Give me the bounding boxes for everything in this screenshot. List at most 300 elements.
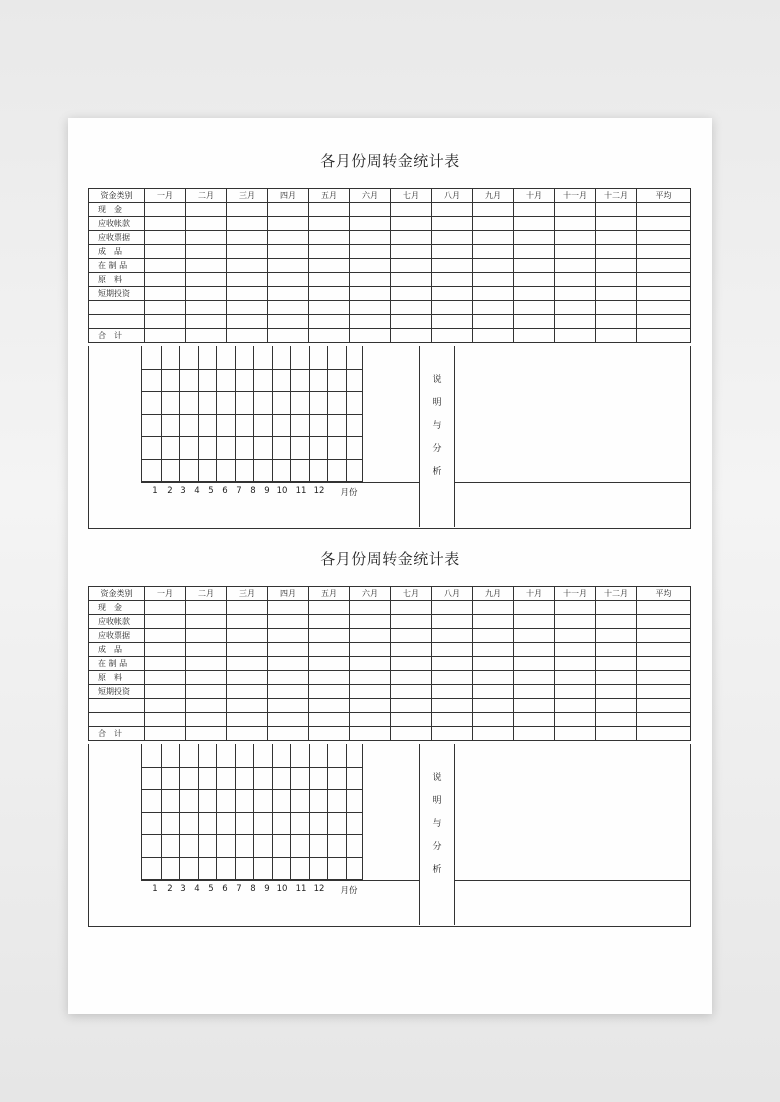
value-cell[interactable] xyxy=(555,643,596,657)
value-cell[interactable] xyxy=(473,203,514,217)
value-cell[interactable] xyxy=(227,203,268,217)
x-axis xyxy=(141,482,419,483)
month-header: 十二月 xyxy=(596,189,637,203)
value-cell[interactable] xyxy=(268,601,309,615)
value-cell[interactable] xyxy=(432,643,473,657)
x-tick-label: 1 xyxy=(152,486,158,496)
value-cell[interactable] xyxy=(637,287,691,301)
value-cell[interactable] xyxy=(268,727,309,741)
value-cell[interactable] xyxy=(350,203,391,217)
value-cell[interactable] xyxy=(186,259,227,273)
notes-label-char: 明 xyxy=(432,398,442,408)
value-cell[interactable] xyxy=(186,727,227,741)
value-cell[interactable] xyxy=(514,329,555,343)
value-cell[interactable] xyxy=(473,601,514,615)
value-cell[interactable] xyxy=(309,329,350,343)
value-cell[interactable] xyxy=(514,217,555,231)
value-cell[interactable] xyxy=(145,231,186,245)
value-cell[interactable] xyxy=(555,245,596,259)
value-cell[interactable] xyxy=(350,273,391,287)
value-cell[interactable] xyxy=(637,203,691,217)
value-cell[interactable] xyxy=(309,245,350,259)
value-cell[interactable] xyxy=(637,259,691,273)
value-cell[interactable] xyxy=(473,643,514,657)
value-cell[interactable] xyxy=(350,231,391,245)
value-cell[interactable] xyxy=(145,203,186,217)
value-cell[interactable] xyxy=(473,315,514,329)
value-cell[interactable] xyxy=(514,713,555,727)
value-cell[interactable] xyxy=(350,329,391,343)
value-cell[interactable] xyxy=(637,657,691,671)
value-cell[interactable] xyxy=(514,685,555,699)
x-tick-label: 6 xyxy=(222,884,228,894)
table-row xyxy=(89,329,691,343)
x-tick-label: 10 xyxy=(276,486,288,496)
value-cell[interactable] xyxy=(555,217,596,231)
value-cell[interactable] xyxy=(391,713,432,727)
value-cell[interactable] xyxy=(473,245,514,259)
row-label: 短期投资 xyxy=(89,685,145,699)
value-cell[interactable] xyxy=(391,231,432,245)
value-cell[interactable] xyxy=(596,329,637,343)
value-cell[interactable] xyxy=(391,245,432,259)
value-cell[interactable] xyxy=(555,315,596,329)
value-cell[interactable] xyxy=(227,259,268,273)
value-cell[interactable] xyxy=(473,657,514,671)
value-cell[interactable] xyxy=(596,671,637,685)
value-cell[interactable] xyxy=(186,643,227,657)
value-cell[interactable] xyxy=(186,329,227,343)
value-cell[interactable] xyxy=(350,301,391,315)
value-cell[interactable] xyxy=(268,287,309,301)
value-cell[interactable] xyxy=(145,713,186,727)
value-cell[interactable] xyxy=(186,301,227,315)
value-cell[interactable] xyxy=(391,699,432,713)
value-cell[interactable] xyxy=(596,315,637,329)
x-tick-label: 12 xyxy=(313,486,325,496)
value-cell[interactable] xyxy=(432,203,473,217)
value-cell[interactable] xyxy=(391,273,432,287)
value-cell[interactable] xyxy=(268,245,309,259)
value-cell[interactable] xyxy=(391,259,432,273)
value-cell[interactable] xyxy=(391,287,432,301)
value-cell[interactable] xyxy=(432,287,473,301)
value-cell[interactable] xyxy=(637,245,691,259)
value-cell[interactable] xyxy=(555,615,596,629)
value-cell[interactable] xyxy=(637,315,691,329)
value-cell[interactable] xyxy=(432,615,473,629)
x-tick-label: 11 xyxy=(295,486,307,496)
value-cell[interactable] xyxy=(268,657,309,671)
value-cell[interactable] xyxy=(227,245,268,259)
value-cell[interactable] xyxy=(473,217,514,231)
value-cell[interactable] xyxy=(596,259,637,273)
value-cell[interactable] xyxy=(186,287,227,301)
x-tick-label: 7 xyxy=(236,884,242,894)
value-cell[interactable] xyxy=(473,685,514,699)
value-cell[interactable] xyxy=(227,657,268,671)
grid-hline xyxy=(142,436,362,437)
value-cell[interactable] xyxy=(227,329,268,343)
chart-notes-panel xyxy=(88,346,691,529)
value-cell[interactable] xyxy=(145,643,186,657)
value-cell[interactable] xyxy=(555,329,596,343)
value-cell[interactable] xyxy=(227,301,268,315)
value-cell[interactable] xyxy=(309,203,350,217)
value-cell[interactable] xyxy=(637,713,691,727)
value-cell[interactable] xyxy=(186,629,227,643)
value-cell[interactable] xyxy=(473,329,514,343)
value-cell[interactable] xyxy=(432,315,473,329)
value-cell[interactable] xyxy=(596,245,637,259)
value-cell[interactable] xyxy=(227,643,268,657)
table-row xyxy=(89,245,691,259)
value-cell[interactable] xyxy=(637,727,691,741)
value-cell[interactable] xyxy=(596,657,637,671)
value-cell[interactable] xyxy=(309,727,350,741)
value-cell[interactable] xyxy=(145,259,186,273)
chart-grid xyxy=(141,346,363,482)
value-cell[interactable] xyxy=(186,657,227,671)
value-cell[interactable] xyxy=(514,629,555,643)
value-cell[interactable] xyxy=(473,699,514,713)
value-cell[interactable] xyxy=(555,727,596,741)
value-cell[interactable] xyxy=(391,315,432,329)
value-cell[interactable] xyxy=(596,727,637,741)
value-cell[interactable] xyxy=(186,713,227,727)
month-header: 五月 xyxy=(309,587,350,601)
value-cell[interactable] xyxy=(309,657,350,671)
value-cell[interactable] xyxy=(350,217,391,231)
value-cell[interactable] xyxy=(432,301,473,315)
value-cell[interactable] xyxy=(555,629,596,643)
value-cell[interactable] xyxy=(268,713,309,727)
value-cell[interactable] xyxy=(432,273,473,287)
value-cell[interactable] xyxy=(555,231,596,245)
value-cell[interactable] xyxy=(432,601,473,615)
value-cell[interactable] xyxy=(596,685,637,699)
value-cell[interactable] xyxy=(391,615,432,629)
value-cell[interactable] xyxy=(309,685,350,699)
value-cell[interactable] xyxy=(186,217,227,231)
value-cell[interactable] xyxy=(309,699,350,713)
value-cell[interactable] xyxy=(473,615,514,629)
value-cell[interactable] xyxy=(637,685,691,699)
value-cell[interactable] xyxy=(637,699,691,713)
value-cell[interactable] xyxy=(432,259,473,273)
value-cell[interactable] xyxy=(186,231,227,245)
value-cell[interactable] xyxy=(145,301,186,315)
value-cell[interactable] xyxy=(432,329,473,343)
value-cell[interactable] xyxy=(555,203,596,217)
value-cell[interactable] xyxy=(514,203,555,217)
value-cell[interactable] xyxy=(309,713,350,727)
value-cell[interactable] xyxy=(309,615,350,629)
x-tick-label: 8 xyxy=(250,486,256,496)
value-cell[interactable] xyxy=(432,685,473,699)
value-cell[interactable] xyxy=(514,601,555,615)
value-cell[interactable] xyxy=(514,273,555,287)
value-cell[interactable] xyxy=(596,615,637,629)
value-cell[interactable] xyxy=(473,231,514,245)
value-cell[interactable] xyxy=(186,601,227,615)
value-cell[interactable] xyxy=(145,329,186,343)
value-cell[interactable] xyxy=(432,713,473,727)
value-cell[interactable] xyxy=(514,671,555,685)
value-cell[interactable] xyxy=(186,315,227,329)
value-cell[interactable] xyxy=(268,301,309,315)
value-cell[interactable] xyxy=(391,217,432,231)
value-cell[interactable] xyxy=(637,329,691,343)
value-cell[interactable] xyxy=(227,629,268,643)
value-cell[interactable] xyxy=(596,699,637,713)
value-cell[interactable] xyxy=(309,273,350,287)
value-cell[interactable] xyxy=(473,273,514,287)
value-cell[interactable] xyxy=(268,231,309,245)
value-cell[interactable] xyxy=(637,629,691,643)
notes-input-area[interactable] xyxy=(455,346,690,483)
value-cell[interactable] xyxy=(637,217,691,231)
value-cell[interactable] xyxy=(186,615,227,629)
value-cell[interactable] xyxy=(268,259,309,273)
value-cell[interactable] xyxy=(268,217,309,231)
value-cell[interactable] xyxy=(227,217,268,231)
value-cell[interactable] xyxy=(145,699,186,713)
value-cell[interactable] xyxy=(309,217,350,231)
value-cell[interactable] xyxy=(350,727,391,741)
value-cell[interactable] xyxy=(514,315,555,329)
value-cell[interactable] xyxy=(432,657,473,671)
value-cell[interactable] xyxy=(596,217,637,231)
value-cell[interactable] xyxy=(227,273,268,287)
value-cell[interactable] xyxy=(350,615,391,629)
value-cell[interactable] xyxy=(432,231,473,245)
value-cell[interactable] xyxy=(145,657,186,671)
value-cell[interactable] xyxy=(227,615,268,629)
x-tick-label: 4 xyxy=(194,884,200,894)
notes-label-char: 说 xyxy=(432,773,442,783)
value-cell[interactable] xyxy=(473,629,514,643)
value-cell[interactable] xyxy=(432,217,473,231)
table-row xyxy=(89,699,691,713)
value-cell[interactable] xyxy=(268,685,309,699)
value-cell[interactable] xyxy=(350,657,391,671)
value-cell[interactable] xyxy=(227,315,268,329)
value-cell[interactable] xyxy=(145,217,186,231)
value-cell[interactable] xyxy=(186,685,227,699)
value-cell[interactable] xyxy=(596,601,637,615)
row-label: 短期投资 xyxy=(89,287,145,301)
header-row xyxy=(89,189,691,203)
value-cell[interactable] xyxy=(145,245,186,259)
value-cell[interactable] xyxy=(145,615,186,629)
value-cell[interactable] xyxy=(596,301,637,315)
value-cell[interactable] xyxy=(391,329,432,343)
value-cell[interactable] xyxy=(268,273,309,287)
value-cell[interactable] xyxy=(555,671,596,685)
value-cell[interactable] xyxy=(350,685,391,699)
value-cell[interactable] xyxy=(473,259,514,273)
value-cell[interactable] xyxy=(555,301,596,315)
value-cell[interactable] xyxy=(514,615,555,629)
value-cell[interactable] xyxy=(555,685,596,699)
row-label: 成 品 xyxy=(89,643,145,657)
value-cell[interactable] xyxy=(268,629,309,643)
value-cell[interactable] xyxy=(350,713,391,727)
value-cell[interactable] xyxy=(596,629,637,643)
value-cell[interactable] xyxy=(145,671,186,685)
value-cell[interactable] xyxy=(145,273,186,287)
value-cell[interactable] xyxy=(309,259,350,273)
value-cell[interactable] xyxy=(555,601,596,615)
value-cell[interactable] xyxy=(227,699,268,713)
value-cell[interactable] xyxy=(227,685,268,699)
value-cell[interactable] xyxy=(596,643,637,657)
value-cell[interactable] xyxy=(432,245,473,259)
value-cell[interactable] xyxy=(473,287,514,301)
value-cell[interactable] xyxy=(637,615,691,629)
month-header: 四月 xyxy=(268,189,309,203)
table-row xyxy=(89,685,691,699)
value-cell[interactable] xyxy=(268,315,309,329)
value-cell[interactable] xyxy=(555,287,596,301)
value-cell[interactable] xyxy=(268,671,309,685)
value-cell[interactable] xyxy=(596,287,637,301)
value-cell[interactable] xyxy=(637,671,691,685)
value-cell[interactable] xyxy=(309,301,350,315)
value-cell[interactable] xyxy=(637,231,691,245)
value-cell[interactable] xyxy=(391,203,432,217)
value-cell[interactable] xyxy=(473,727,514,741)
value-cell[interactable] xyxy=(227,713,268,727)
value-cell[interactable] xyxy=(268,643,309,657)
value-cell[interactable] xyxy=(391,301,432,315)
value-cell[interactable] xyxy=(473,671,514,685)
month-header: 十月 xyxy=(514,189,555,203)
value-cell[interactable] xyxy=(391,657,432,671)
value-cell[interactable] xyxy=(555,273,596,287)
value-cell[interactable] xyxy=(432,629,473,643)
x-tick-label: 9 xyxy=(264,486,270,496)
value-cell[interactable] xyxy=(391,643,432,657)
value-cell[interactable] xyxy=(350,287,391,301)
value-cell[interactable] xyxy=(350,699,391,713)
value-cell[interactable] xyxy=(268,615,309,629)
value-cell[interactable] xyxy=(391,685,432,699)
value-cell[interactable] xyxy=(309,643,350,657)
value-cell[interactable] xyxy=(186,245,227,259)
value-cell[interactable] xyxy=(145,287,186,301)
value-cell[interactable] xyxy=(391,601,432,615)
value-cell[interactable] xyxy=(227,671,268,685)
value-cell[interactable] xyxy=(555,657,596,671)
value-cell[interactable] xyxy=(514,657,555,671)
value-cell[interactable] xyxy=(596,231,637,245)
value-cell[interactable] xyxy=(350,643,391,657)
value-cell[interactable] xyxy=(555,713,596,727)
value-cell[interactable] xyxy=(432,671,473,685)
value-cell[interactable] xyxy=(309,629,350,643)
value-cell[interactable] xyxy=(473,301,514,315)
value-cell[interactable] xyxy=(514,699,555,713)
table-row xyxy=(89,287,691,301)
value-cell[interactable] xyxy=(227,601,268,615)
value-cell[interactable] xyxy=(350,245,391,259)
value-cell[interactable] xyxy=(391,629,432,643)
table-row xyxy=(89,273,691,287)
x-axis xyxy=(141,880,419,881)
value-cell[interactable] xyxy=(514,287,555,301)
value-cell[interactable] xyxy=(145,629,186,643)
value-cell[interactable] xyxy=(473,713,514,727)
value-cell[interactable] xyxy=(350,671,391,685)
value-cell[interactable] xyxy=(514,301,555,315)
table-title: 各月份周转金统计表 xyxy=(320,152,460,170)
value-cell[interactable] xyxy=(391,727,432,741)
value-cell[interactable] xyxy=(432,699,473,713)
value-cell[interactable] xyxy=(186,273,227,287)
value-cell[interactable] xyxy=(350,259,391,273)
value-cell[interactable] xyxy=(145,727,186,741)
value-cell[interactable] xyxy=(514,259,555,273)
notes-label-column xyxy=(419,744,455,925)
value-cell[interactable] xyxy=(637,601,691,615)
value-cell[interactable] xyxy=(227,231,268,245)
value-cell[interactable] xyxy=(309,601,350,615)
value-cell[interactable] xyxy=(555,699,596,713)
value-cell[interactable] xyxy=(309,315,350,329)
value-cell[interactable] xyxy=(145,601,186,615)
value-cell[interactable] xyxy=(596,203,637,217)
value-cell[interactable] xyxy=(350,315,391,329)
value-cell[interactable] xyxy=(186,699,227,713)
value-cell[interactable] xyxy=(637,643,691,657)
value-cell[interactable] xyxy=(514,643,555,657)
value-cell[interactable] xyxy=(596,273,637,287)
value-cell[interactable] xyxy=(596,713,637,727)
value-cell[interactable] xyxy=(391,671,432,685)
value-cell[interactable] xyxy=(350,601,391,615)
value-cell[interactable] xyxy=(145,315,186,329)
value-cell[interactable] xyxy=(432,727,473,741)
month-header: 二月 xyxy=(186,189,227,203)
value-cell[interactable] xyxy=(637,301,691,315)
table-title: 各月份周转金统计表 xyxy=(320,550,460,568)
value-cell[interactable] xyxy=(268,699,309,713)
value-cell[interactable] xyxy=(268,329,309,343)
value-cell[interactable] xyxy=(514,245,555,259)
value-cell[interactable] xyxy=(350,629,391,643)
value-cell[interactable] xyxy=(309,231,350,245)
value-cell[interactable] xyxy=(514,231,555,245)
value-cell[interactable] xyxy=(227,287,268,301)
month-header: 十月 xyxy=(514,587,555,601)
value-cell[interactable] xyxy=(309,287,350,301)
value-cell[interactable] xyxy=(186,671,227,685)
value-cell[interactable] xyxy=(309,671,350,685)
value-cell[interactable] xyxy=(268,203,309,217)
value-cell[interactable] xyxy=(637,273,691,287)
header-row xyxy=(89,587,691,601)
value-cell[interactable] xyxy=(514,727,555,741)
notes-input-area[interactable] xyxy=(455,744,690,881)
value-cell[interactable] xyxy=(186,203,227,217)
value-cell[interactable] xyxy=(555,259,596,273)
row-label: 应收票据 xyxy=(89,629,145,643)
value-cell[interactable] xyxy=(227,727,268,741)
value-cell[interactable] xyxy=(145,685,186,699)
row-label: 原 料 xyxy=(89,671,145,685)
